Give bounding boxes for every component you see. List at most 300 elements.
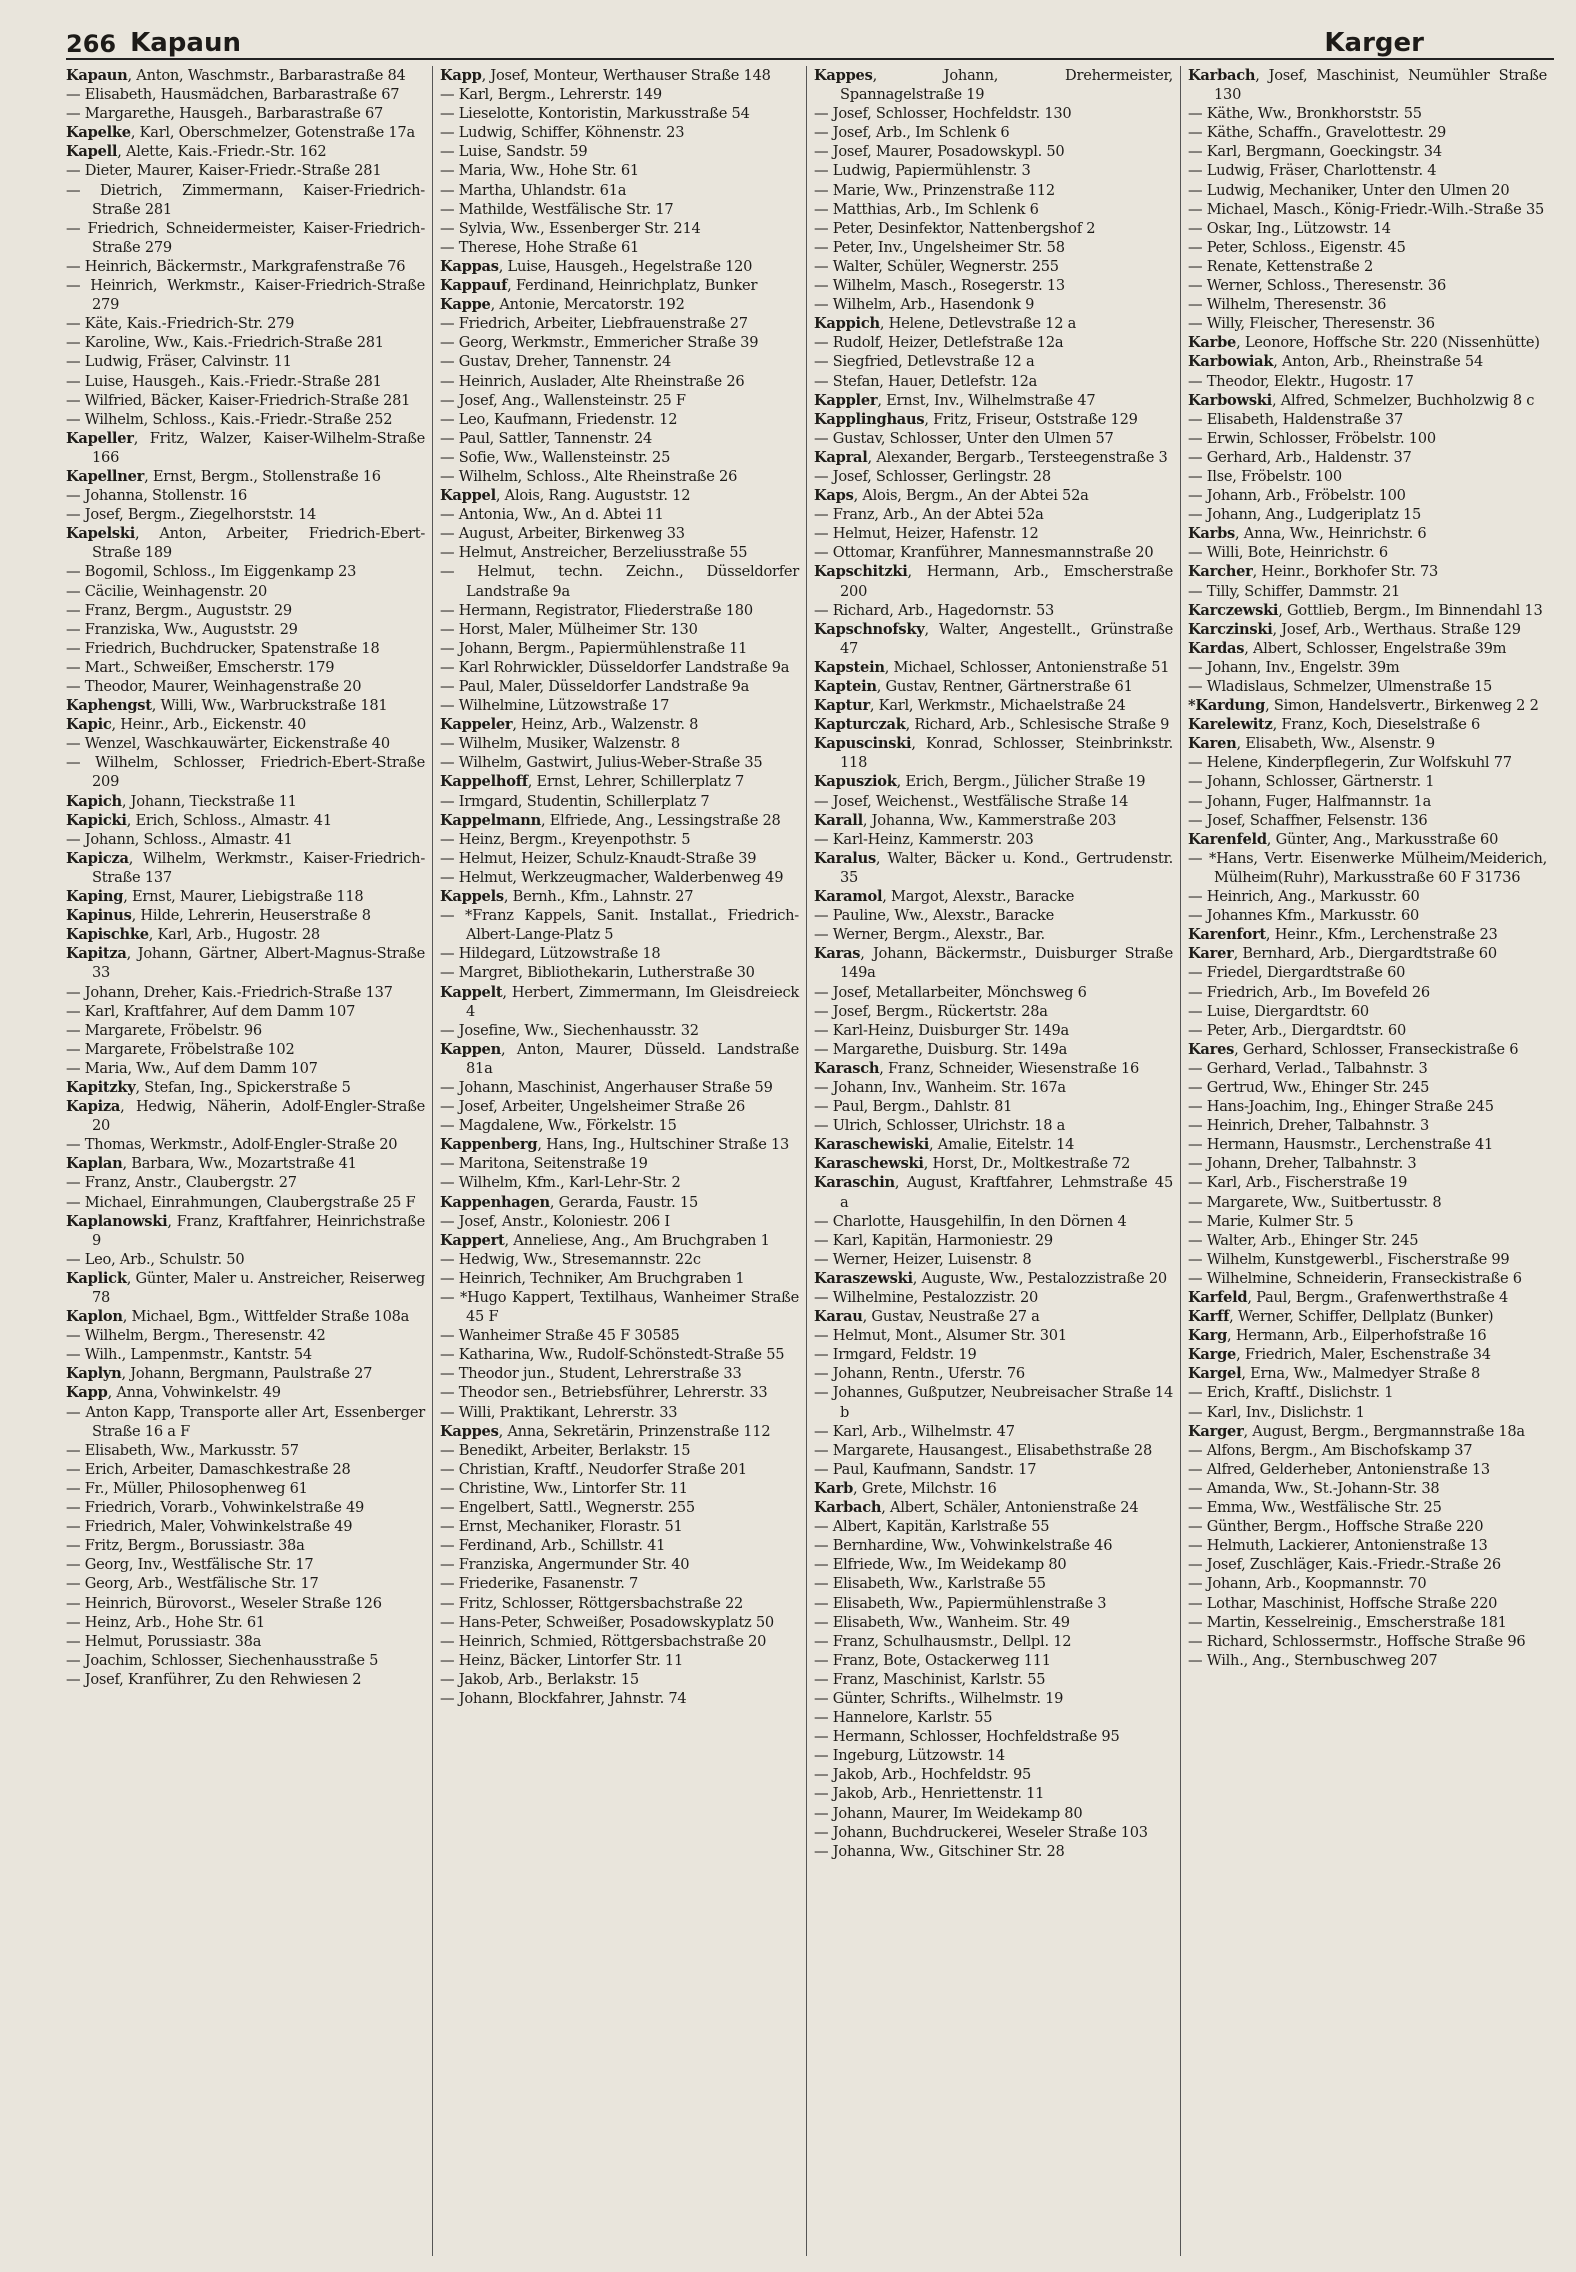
directory-entry: — Mathilde, Westfälische Str. 17 [440,200,674,218]
header-last-name: Karger [1324,28,1424,58]
directory-entry: — Margarete, Fröbelstraße 102 [66,1040,295,1058]
directory-entry: Kapinus, Hilde, Lehrerin, Heuserstraße 8 [66,907,371,925]
surname: Karamol [814,888,883,906]
page-header [66,18,1554,60]
page-number: 266 [66,30,117,58]
directory-entry: Karb, Grete, Milchstr. 16 [814,1479,997,1497]
surname: Kapich [66,792,122,810]
directory-entry: — Dieter, Maurer, Kaiser-Friedr.-Straße 281 [66,162,382,180]
directory-entry: — Käte, Kais.-Friedrich-Str. 279 [66,315,295,333]
directory-entry: — Elisabeth, Ww., Karlstraße 55 [814,1575,1046,1593]
directory-entry: Kapitza, Johann, Gärtner, Albert-Magnus-Straße 33 [66,945,425,982]
directory-entry: Karger, August, Bergm., Bergmannstraße 18a [1188,1422,1525,1440]
directory-entry: Kapral, Alexander, Bergarb., Tersteegenstraße 3 [814,448,1168,466]
directory-entry: — Elisabeth, Haldenstraße 37 [1188,410,1404,428]
directory-entry: — Dietrich, Zimmermann, Kaiser-Friedrich-Straße 281 [66,181,425,218]
directory-entry: — Friedrich, Schneidermeister, Kaiser-Friedrich-Straße 279 [66,219,425,256]
surname: Kapeller [66,429,134,447]
directory-entry: — Martha, Uhlandstr. 61a [440,181,627,199]
surname: Kapicki [66,811,127,829]
surname: Kapaun [66,67,128,84]
directory-entry: — Antonia, Ww., An d. Abtei 11 [440,506,664,524]
directory-entry: Karbach, Josef, Maschinist, Neumühler Straße 130 [1188,67,1547,104]
directory-entry: — Alfred, Gelderheber, Antonienstraße 13 [1188,1460,1490,1478]
directory-entry: Kapp, Anna, Vohwinkelstr. 49 [66,1384,281,1402]
surname: Kapellner [66,467,145,485]
directory-entry: Kapeller, Fritz, Walzer, Kaiser-Wilhelm-Straße 166 [66,429,425,466]
directory-entry: — Johann, Blockfahrer, Jahnstr. 74 [440,1689,687,1707]
surname: Karge [1188,1346,1237,1364]
directory-entry: — Heinrich, Werkmstr., Kaiser-Friedrich-Straße 279 [66,277,425,314]
directory-entry: — Anton Kapp, Transporte aller Art, Essenberger Straße 16 a F [66,1403,425,1440]
directory-entry: Karff, Werner, Schiffer, Dellplatz (Bunker) [1188,1308,1494,1326]
surname: Kardas [1188,639,1245,657]
directory-entry: — Hermann, Registrator, Fliederstraße 180 [440,601,753,619]
directory-entry: — Paul, Bergm., Dahlstr. 81 [814,1098,1013,1116]
surname: Kapusziok [814,773,897,791]
surname: Karbach [814,1499,882,1517]
directory-entry: Karbe, Leonore, Hoffsche Str. 220 (Nissenhütte) [1188,334,1540,352]
directory-entry: — Helmut, Mont., Alsumer Str. 301 [814,1327,1067,1345]
directory-entry: — Friedrich, Arb., Im Bovefeld 26 [1188,983,1430,1001]
directory-entry: Kaptur, Karl, Werkmstr., Michaelstraße 24 [814,697,1126,715]
directory-entry: — Richard, Schlossermstr., Hoffsche Straße 96 [1188,1632,1526,1650]
directory-entry: — Helmut, Werkzeugmacher, Walderbenweg 49 [440,868,784,886]
directory-entry: Kappes, Johann, Drehermeister, Spannagelstraße 19 [814,67,1173,104]
directory-entry: Kappeler, Heinz, Arb., Walzenstr. 8 [440,716,699,734]
directory-entry: — Jakob, Arb., Henriettenstr. 11 [814,1785,1045,1803]
directory-entry: — Helmut, Porussiastr. 38a [66,1632,262,1650]
directory-entry: — Peter, Desinfektor, Nattenbergshof 2 [814,219,1096,237]
directory-entry: — Josef, Arb., Im Schlenk 6 [814,124,1010,142]
directory-entry: — Günther, Bergm., Hoffsche Straße 220 [1188,1518,1484,1536]
directory-entry: — Christian, Kraftf., Neudorfer Straße 201 [440,1460,747,1478]
directory-entry: Kapplinghaus, Fritz, Friseur, Oststraße 129 [814,410,1138,428]
directory-entry: — Peter, Inv., Ungelsheimer Str. 58 [814,238,1065,256]
column-2 [432,66,806,2256]
directory-entry: — Werner, Heizer, Luisenstr. 8 [814,1250,1032,1268]
directory-entry: — Magdalene, Ww., Förkelstr. 15 [440,1117,677,1135]
directory-entry: Kardas, Albert, Schlosser, Engelstraße 39m [1188,639,1507,657]
directory-entry: — Rudolf, Heizer, Detlefstraße 12a [814,334,1064,352]
directory-entry: — Ludwig, Fräser, Charlottenstr. 4 [1188,162,1437,180]
directory-entry: — Helmuth, Lackierer, Antonienstraße 13 [1188,1537,1488,1555]
directory-entry: — Karl, Bergmann, Goeckingstr. 34 [1188,143,1442,161]
surname: Karaszewski [814,1269,913,1287]
directory-entry: — Amanda, Ww., St.-Johann-Str. 38 [1188,1479,1440,1497]
directory-entry: — Leo, Arb., Schulstr. 50 [66,1250,245,1268]
surname: Kapp [440,67,482,84]
directory-entry: — Peter, Arb., Diergardtstr. 60 [1188,1021,1406,1039]
directory-entry: — Johann, Inv., Wanheim. Str. 167a [814,1078,1066,1096]
surname: Kappler [814,391,878,409]
directory-entry: — Jakob, Arb., Berlakstr. 15 [440,1670,639,1688]
directory-entry: Kappauf, Ferdinand, Heinrichplatz, Bunker [440,277,758,295]
directory-entry: — Ingeburg, Lützowstr. 14 [814,1747,1005,1765]
surname: Kaptein [814,678,877,695]
directory-entry: — Johann, Bergm., Papiermühlenstraße 11 [440,639,748,657]
directory-entry: — Heinrich, Schmied, Röttgersbachstraße 20 [440,1632,767,1650]
surname: Kappes [440,1422,499,1440]
directory-entry: — Ludwig, Schiffer, Köhnenstr. 23 [440,124,685,142]
surname: Karaschewiski [814,1136,930,1154]
directory-entry: Kaplick, Günter, Maler u. Anstreicher, Reiserweg 78 [66,1269,425,1306]
directory-entry: — Benedikt, Arbeiter, Berlakstr. 15 [440,1441,691,1459]
surname: Karau [814,1308,863,1326]
surname: Kapuscinski [814,735,912,753]
directory-entry: — Friedel, Diergardtstraße 60 [1188,964,1406,982]
directory-entry: — Willi, Bote, Heinrichstr. 6 [1188,544,1388,562]
surname: Karbe [1188,334,1237,352]
directory-entry: Kappen, Anton, Maurer, Düsseld. Landstraße 81a [440,1040,799,1077]
surname: Kappas [440,257,499,275]
directory-entry: Kapischke, Karl, Arb., Hugostr. 28 [66,926,320,944]
surname: Kapp [66,1384,108,1402]
surname: Kappich [814,315,880,333]
directory-entry: — Franz, Anstr., Claubergstr. 27 [66,1174,297,1192]
directory-entry: — Pauline, Ww., Alexstr., Baracke [814,907,1055,925]
directory-entry: — Heinz, Bäcker, Lintorfer Str. 11 [440,1651,683,1669]
directory-entry: — Elfriede, Ww., Im Weidekamp 80 [814,1556,1067,1574]
directory-entry: — Charlotte, Hausgehilfin, In den Dörnen 4 [814,1212,1127,1230]
surname: Karbach [1188,67,1256,84]
directory-entry: — Tilly, Schiffer, Dammstr. 21 [1188,582,1401,600]
surname: Kapicza [66,849,129,867]
directory-entry: Kappenhagen, Gerarda, Faustr. 15 [440,1193,698,1211]
surname: Kaplick [66,1269,127,1287]
directory-entry: Karau, Gustav, Neustraße 27 a [814,1308,1040,1326]
directory-entry: — Ludwig, Papiermühlenstr. 3 [814,162,1031,180]
surname: Kapelski [66,525,136,543]
directory-entry: — Josef, Anstr., Koloniestr. 206 I [440,1212,670,1230]
directory-entry: — Oskar, Ing., Lützowstr. 14 [1188,219,1391,237]
directory-entry: — Maritona, Seitenstraße 19 [440,1155,648,1173]
directory-entry: — Wilhelmine, Pestalozzistr. 20 [814,1289,1039,1306]
directory-entry: — Heinrich, Techniker, Am Bruchgraben 1 [440,1269,745,1287]
surname: Kapplinghaus [814,410,925,428]
surname: Karall [814,811,863,829]
directory-entry: — Wilhelm, Musiker, Walzenstr. 8 [440,735,680,753]
directory-entry: — Heinrich, Bürovorst., Weseler Straße 126 [66,1594,382,1612]
directory-entry: Kapschitzki, Hermann, Arb., Emscherstraße 200 [814,563,1173,600]
directory-entry: — Wilh., Lampenmstr., Kantstr. 54 [66,1346,312,1364]
surname: Kaplon [66,1308,123,1326]
directory-columns [66,66,1554,2256]
surname: Kapral [814,448,868,466]
directory-entry: Kappler, Ernst, Inv., Wilhelmstraße 47 [814,391,1096,409]
directory-entry: Kapaun, Anton, Waschmstr., Barbarastraße 84 [66,67,406,84]
surname: Kapic [66,716,112,734]
directory-entry: Karczewski, Gottlieb, Bergm., Im Binnendahl 13 [1188,601,1543,619]
directory-entry: — Paul, Maler, Düsseldorfer Landstraße 9a [440,678,750,695]
directory-entry: — *Hugo Kappert, Textilhaus, Wanheimer Straße 45 F [440,1289,799,1326]
directory-entry: — Johannes Kfm., Markusstr. 60 [1188,907,1420,925]
directory-entry: — Johann, Inv., Engelstr. 39m [1188,658,1400,676]
directory-entry: — Siegfried, Detlevstraße 12 a [814,353,1035,371]
directory-entry: — Wilfried, Bäcker, Kaiser-Friedrich-Straße 281 [66,391,411,409]
directory-entry: — Hermann, Hausmstr., Lerchenstraße 41 [1188,1136,1494,1154]
directory-entry: — Johann, Maschinist, Angerhauser Straße 59 [440,1078,773,1096]
directory-entry: Kapiza, Hedwig, Näherin, Adolf-Engler-Straße 20 [66,1098,425,1135]
directory-entry: Karczinski, Josef, Arb., Werthaus. Straße 129 [1188,620,1521,638]
surname: Karalus [814,849,876,867]
directory-entry: Kappenberg, Hans, Ing., Hultschiner Straße 13 [440,1136,790,1154]
surname: Kaptur [814,697,870,715]
directory-entry: — Franziska, Ww., Auguststr. 29 [66,620,298,638]
directory-entry: — Thomas, Werkmstr., Adolf-Engler-Straße 20 [66,1136,398,1154]
surname: Karenfeld [1188,830,1267,848]
directory-entry: Karasch, Franz, Schneider, Wiesenstraße 16 [814,1059,1140,1077]
directory-entry: — Lothar, Maschinist, Hoffsche Straße 220 [1188,1594,1498,1612]
directory-entry: Karenfeld, Günter, Ang., Markusstraße 60 [1188,830,1499,848]
directory-entry: Kapusziok, Erich, Bergm., Jülicher Straße 19 [814,773,1146,791]
directory-entry: — Erwin, Schlosser, Fröbelstr. 100 [1188,429,1436,447]
directory-entry: — Wanheimer Straße 45 F 30585 [440,1327,680,1345]
directory-entry: — Josef, Zuschläger, Kais.-Friedr.-Straße 26 [1188,1556,1501,1574]
directory-entry: — Franz, Bote, Ostackerweg 111 [814,1651,1051,1669]
directory-entry: — Wilhelm, Arb., Hasendonk 9 [814,296,1035,314]
surname: Kappel [440,487,496,505]
directory-entry: — Margarete, Fröbelstr. 96 [66,1021,262,1039]
directory-entry: — Wilhelm, Schlosser, Friedrich-Ebert-Straße 209 [66,754,425,791]
directory-entry: — Elisabeth, Ww., Markusstr. 57 [66,1441,299,1459]
directory-entry: Kapellner, Ernst, Bergm., Stollenstraße 16 [66,467,381,485]
surname: Kappe [440,296,491,314]
surname: Kapischke [66,926,149,944]
surname: Karasch [814,1059,880,1077]
directory-entry: — Sofie, Ww., Wallensteinstr. 25 [440,448,671,466]
directory-entry: Karaschin, August, Kraftfahrer, Lehmstraße 45 a [814,1174,1173,1211]
surname: Kappels [440,888,504,906]
directory-entry: — Ludwig, Mechaniker, Unter den Ulmen 20 [1188,181,1510,199]
directory-entry: — Johann, Arb., Koopmannstr. 70 [1188,1575,1427,1593]
surname: Karas [814,945,861,963]
directory-entry: — Hedwig, Ww., Stresemannstr. 22c [440,1250,701,1268]
surname: Kaplanowski [66,1212,168,1230]
directory-entry: — Helmut, Anstreicher, Berzeliusstraße 55 [440,544,748,562]
directory-entry: — Johann, Buchdruckerei, Weseler Straße 103 [814,1823,1148,1841]
directory-entry: — August, Arbeiter, Birkenweg 33 [440,525,685,543]
directory-entry: — Wilhelmine, Schneiderin, Franseckistraße 6 [1188,1269,1522,1287]
surname: Kapschitzki [814,563,908,581]
surname: Kapstein [814,658,885,676]
directory-entry: — Irmgard, Feldstr. 19 [814,1346,977,1364]
directory-entry: — Hildegard, Lützowstraße 18 [440,945,661,963]
directory-entry: — Wilhelmine, Lützowstraße 17 [440,697,670,715]
surname: Karczinski [1188,620,1273,638]
directory-entry: Karall, Johanna, Ww., Kammerstraße 203 [814,811,1117,829]
directory-entry: — Hermann, Schlosser, Hochfeldstraße 95 [814,1728,1120,1746]
directory-entry: — Josef, Weichenst., Westfälische Straße 14 [814,792,1129,810]
directory-entry: — Martin, Kesselreinig., Emscherstraße 181 [1188,1613,1507,1631]
directory-entry: — Johann, Ang., Ludgeriplatz 15 [1188,506,1422,524]
surname: Karbowski [1188,391,1272,409]
directory-entry: — Horst, Maler, Mülheimer Str. 130 [440,620,698,638]
surname: Karaschin [814,1174,895,1192]
directory-entry: Kapitzky, Stefan, Ing., Spickerstraße 5 [66,1078,351,1096]
directory-entry: Kaplanowski, Franz, Kraftfahrer, Heinrichstraße 9 [66,1212,425,1249]
directory-entry: — Wilhelm, Schloss., Alte Rheinstraße 26 [440,467,738,485]
directory-entry: — Franziska, Angermunder Str. 40 [440,1556,690,1574]
surname: Kappen [440,1040,501,1058]
directory-entry: Kappas, Luise, Hausgeh., Hegelstraße 120 [440,257,753,275]
directory-entry: Karbowiak, Anton, Arb., Rheinstraße 54 [1188,353,1483,371]
directory-entry: — Bernhardine, Ww., Vohwinkelstraße 46 [814,1537,1113,1555]
directory-entry: — Wladislaus, Schmelzer, Ulmenstraße 15 [1188,678,1493,695]
directory-entry: — Heinz, Bergm., Kreyenpothstr. 5 [440,830,691,848]
directory-entry: — Heinrich, Dreher, Talbahnstr. 3 [1188,1117,1430,1135]
directory-entry: — Josef, Schaffner, Felsenstr. 136 [1188,811,1428,829]
directory-entry: — Heinz, Arb., Hohe Str. 61 [66,1613,265,1631]
surname: Kappelhoff [440,773,528,791]
directory-entry: — Erich, Kraftf., Dislichstr. 1 [1188,1384,1394,1402]
directory-entry: — *Hans, Vertr. Eisenwerke Mülheim/Meiderich, Mülheim(Ruhr), Markusstraße 60 F 31736 [1188,849,1547,886]
surname: Karen [1188,735,1237,753]
surname: Kapinus [66,907,132,925]
directory-entry: — Josef, Kranführer, Zu den Rehwiesen 2 [66,1670,362,1688]
surname: Kargel [1188,1365,1242,1383]
directory-entry: — Bogomil, Schloss., Im Eiggenkamp 23 [66,563,357,581]
directory-entry: — Cäcilie, Weinhagenstr. 20 [66,582,268,600]
directory-entry: Karaszewski, Auguste, Ww., Pestalozzistraße 20 [814,1269,1167,1287]
surname: Kappenberg [440,1136,538,1154]
directory-entry: — Christine, Ww., Lintorfer Str. 11 [440,1479,688,1497]
directory-entry: — Johannes, Gußputzer, Neubreisacher Straße 14 b [814,1384,1173,1421]
surname: Kappeler [440,716,513,734]
directory-entry: — Ulrich, Schlosser, Ulrichstr. 18 a [814,1117,1066,1135]
surname: Kapelke [66,124,131,142]
directory-entry: Karfeld, Paul, Bergm., Grafenwerthstraße 4 [1188,1289,1509,1306]
surname: Karcher [1188,563,1253,581]
directory-entry: — Richard, Arb., Hagedornstr. 53 [814,601,1055,619]
directory-entry: — Josef, Maurer, Posadowskypl. 50 [814,143,1065,161]
directory-entry: — Maria, Ww., Hohe Str. 61 [440,162,639,180]
directory-entry: — Johanna, Stollenstr. 16 [66,487,248,505]
directory-entry: — Wenzel, Waschkauwärter, Eickenstraße 40 [66,735,390,753]
directory-entry: — Erich, Arbeiter, Damaschkestraße 28 [66,1460,351,1478]
directory-entry: — Michael, Masch., König-Friedr.-Wilh.-Straße 35 [1188,200,1545,218]
directory-entry: — Willi, Praktikant, Lehrerstr. 33 [440,1403,678,1421]
directory-entry: — Johann, Dreher, Kais.-Friedrich-Straße 137 [66,983,393,1001]
directory-entry: — Helmut, techn. Zeichn., Düsseldorfer Landstraße 9a [440,563,799,600]
directory-entry: — Karl, Arb., Fischerstraße 19 [1188,1174,1408,1192]
directory-entry: Kapuscinski, Konrad, Schlosser, Steinbrinkstr. 118 [814,735,1173,772]
directory-entry: — Wilhelm, Gastwirt, Julius-Weber-Straße 35 [440,754,763,772]
surname: Kaplan [66,1155,123,1173]
directory-entry: — Margarethe, Hausgeh., Barbarastraße 67 [66,105,384,123]
directory-entry: — Karl, Bergm., Lehrerstr. 149 [440,86,662,104]
directory-entry: — Werner, Schloss., Theresenstr. 36 [1188,277,1446,295]
directory-entry: — Wilhelm, Theresenstr. 36 [1188,296,1387,314]
directory-entry: Karalus, Walter, Bäcker u. Kond., Gertrudenstr. 35 [814,849,1173,886]
directory-entry: — Wilhelm, Bergm., Theresenstr. 42 [66,1327,326,1345]
surname: Kapitzky [66,1078,136,1096]
directory-entry: Kappert, Anneliese, Ang., Am Bruchgraben 1 [440,1231,770,1249]
column-1 [66,66,432,2256]
directory-entry: — Heinrich, Ang., Markusstr. 60 [1188,888,1420,906]
directory-entry: — Ferdinand, Arb., Schillstr. 41 [440,1537,666,1555]
surname: Kaping [66,888,124,906]
directory-entry: — Hans-Peter, Schweißer, Posadowskyplatz 50 [440,1613,774,1631]
directory-entry: Karbach, Albert, Schäler, Antonienstraße 24 [814,1499,1139,1517]
surname: Kaplyn [66,1365,122,1383]
directory-entry: — Karl-Heinz, Kammerstr. 203 [814,830,1034,848]
directory-entry: Kapich, Johann, Tieckstraße 11 [66,792,297,810]
directory-entry: — Josef, Schlosser, Hochfeldstr. 130 [814,105,1072,123]
directory-entry: — Fr., Müller, Philosophenweg 61 [66,1479,308,1497]
directory-entry: Karelewitz, Franz, Koch, Dieselstraße 6 [1188,716,1481,734]
directory-entry: — Gerhard, Verlad., Talbahnstr. 3 [1188,1059,1428,1077]
directory-entry: — Georg, Werkmstr., Emmericher Straße 39 [440,334,759,352]
directory-entry: Karen, Elisabeth, Ww., Alsenstr. 9 [1188,735,1435,753]
surname: Kares [1188,1040,1235,1058]
directory-entry: — Luise, Diergardtstr. 60 [1188,1002,1369,1020]
directory-entry: — Therese, Hohe Straße 61 [440,238,640,256]
directory-entry: — Leo, Kaufmann, Friedenstr. 12 [440,410,678,428]
directory-entry: — Helmut, Heizer, Hafenstr. 12 [814,525,1039,543]
directory-entry: Karaschewiski, Amalie, Eitelstr. 14 [814,1136,1075,1154]
directory-entry: — Margarethe, Duisburg. Str. 149a [814,1040,1068,1058]
directory-entry: — Josef, Metallarbeiter, Mönchsweg 6 [814,983,1087,1001]
directory-entry: — Karl, Kapitän, Harmoniestr. 29 [814,1231,1053,1249]
directory-entry: — Hannelore, Karlstr. 55 [814,1709,993,1727]
directory-entry: — Helmut, Heizer, Schulz-Knaudt-Straße 39 [440,849,757,867]
directory-entry: — Walter, Schüler, Wegnerstr. 255 [814,257,1059,275]
surname: Karfeld [1188,1289,1248,1306]
directory-entry: — Gertrud, Ww., Ehinger Str. 245 [1188,1078,1430,1096]
surname: Kappelmann [440,811,541,829]
directory-entry: Kappelmann, Elfriede, Ang., Lessingstraße 28 [440,811,781,829]
directory-entry: — Irmgard, Studentin, Schillerplatz 7 [440,792,710,810]
directory-entry: — Gustav, Schlosser, Unter den Ulmen 57 [814,429,1114,447]
directory-entry: *Kardung, Simon, Handelsvertr., Birkenweg 2 2 [1188,697,1539,715]
directory-entry: Karamol, Margot, Alexstr., Baracke [814,888,1075,906]
directory-entry: — Friedrich, Maler, Vohwinkelstraße 49 [66,1518,353,1536]
directory-entry: — Walter, Arb., Ehinger Str. 245 [1188,1231,1419,1249]
directory-entry: — Johann, Fuger, Halfmannstr. 1a [1188,792,1432,810]
surname: Kapiza [66,1098,121,1116]
directory-entry: — Elisabeth, Hausmädchen, Barbarastraße 67 [66,86,400,104]
directory-entry: — Karl Rohrwickler, Düsseldorfer Landstraße 9a [440,658,790,676]
directory-entry: — Johann, Dreher, Talbahnstr. 3 [1188,1155,1417,1173]
directory-entry: — Hans-Joachim, Ing., Ehinger Straße 245 [1188,1098,1494,1116]
directory-entry: Kapelke, Karl, Oberschmelzer, Gotenstraße 17a [66,124,415,142]
directory-entry: Karbowski, Alfred, Schmelzer, Buchholzwig 8 c [1188,391,1535,409]
directory-entry: Kapp, Josef, Monteur, Werthauser Straße 148 [440,67,771,84]
directory-entry: — Josef, Bergm., Ziegelhorststr. 14 [66,506,317,524]
directory-entry: Kargel, Erna, Ww., Malmedyer Straße 8 [1188,1365,1481,1383]
surname: Karg [1188,1327,1228,1345]
surname: Kappelt [440,983,503,1001]
surname: Karelewitz [1188,716,1273,734]
directory-entry: Kappel, Alois, Rang. Auguststr. 12 [440,487,691,505]
directory-entry: — Wilhelm, Kunstgewerbl., Fischerstraße 99 [1188,1250,1510,1268]
directory-entry: — Günter, Schrifts., Wilhelmstr. 19 [814,1689,1064,1707]
surname: Kaps [814,487,854,505]
directory-entry: Karer, Bernhard, Arb., Diergardtstraße 60 [1188,945,1497,963]
surname: *Kardung [1188,697,1266,715]
directory-entry: — Franz, Maschinist, Karlstr. 55 [814,1670,1046,1688]
directory-entry: Kappelt, Herbert, Zimmermann, Im Gleisdreieck 4 [440,983,799,1020]
directory-entry: — Theodor sen., Betriebsführer, Lehrerstr. 33 [440,1384,768,1402]
directory-entry: Karaschewski, Horst, Dr., Moltkestraße 72 [814,1155,1131,1173]
directory-entry: — Helene, Kinderpflegerin, Zur Wolfskuhl 77 [1188,754,1512,772]
directory-entry: — Paul, Sattler, Tannenstr. 24 [440,429,653,447]
directory-entry: — Alfons, Bergm., Am Bischofskamp 37 [1188,1441,1473,1459]
directory-entry: — Sylvia, Ww., Essenberger Str. 214 [440,219,701,237]
surname: Karaschewski [814,1155,924,1173]
directory-entry: — Theodor, Maurer, Weinhagenstraße 20 [66,678,362,695]
